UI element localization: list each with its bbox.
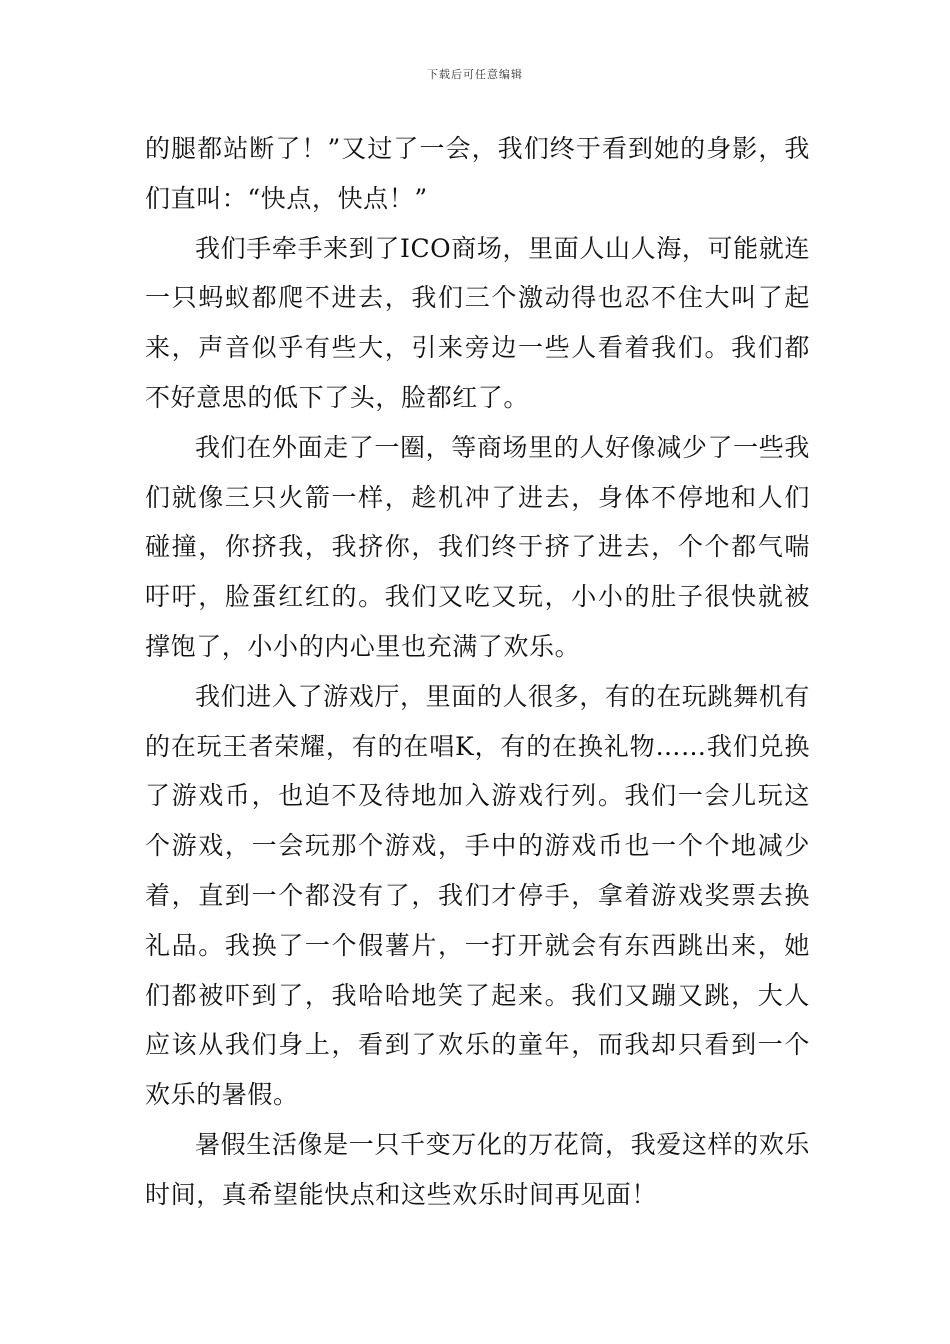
document-body	[145, 124, 810, 1220]
paragraph: 暑假生活像是一只千变万化的万花筒，我爱这样的欢乐时间，真希望能快点和这些欢乐时间再见面！	[145, 1129, 810, 1209]
paragraph: 的腿都站断了！”又过了一会，我们终于看到她的身影，我们直叫：“快点，快点！”	[145, 134, 810, 213]
paragraph: 我们在外面走了一圈，等商场里的人好像减少了一些我们就像三只火箭一样，趁机冲了进去，身体不停地和人们碰撞，你挤我，我挤你，我们终于挤了进去，个个都气喘吁吁，脸蛋红红的。我们又吃又玩，小小的肚子很快就被撑饱了，小小的内心里也充满了欢乐。	[145, 432, 810, 661]
page-header: 下载后可任意编辑	[427, 68, 523, 81]
paragraph: 我们进入了游戏厅，里面的人很多，有的在玩跳舞机有的在玩王者荣耀，有的在唱K，有的在换礼物……我们兑换了游戏币，也迫不及待地加入游戏行列。我们一会儿玩这个游戏，一会玩那个游戏，手中的游戏币也一个个地减少着，直到一个都没有了，我们才停手，拿着游戏奖票去换礼品。我换了一个假薯片，一打开就会有东西跳出来，她们都被吓到了，我哈哈地笑了起来。我们又蹦又跳，大人应该从我们身上，看到了欢乐的童年，而我却只看到一个欢乐的暑假。	[145, 681, 810, 1110]
paragraph: 我们手牵手来到了ICO商场，里面人山人海，可能就连一只蚂蚁都爬不进去，我们三个激动得也忍不住大叫了起来，声音似乎有些大，引来旁边一些人看着我们。我们都不好意思的低下了头，脸都红了。	[145, 233, 810, 412]
